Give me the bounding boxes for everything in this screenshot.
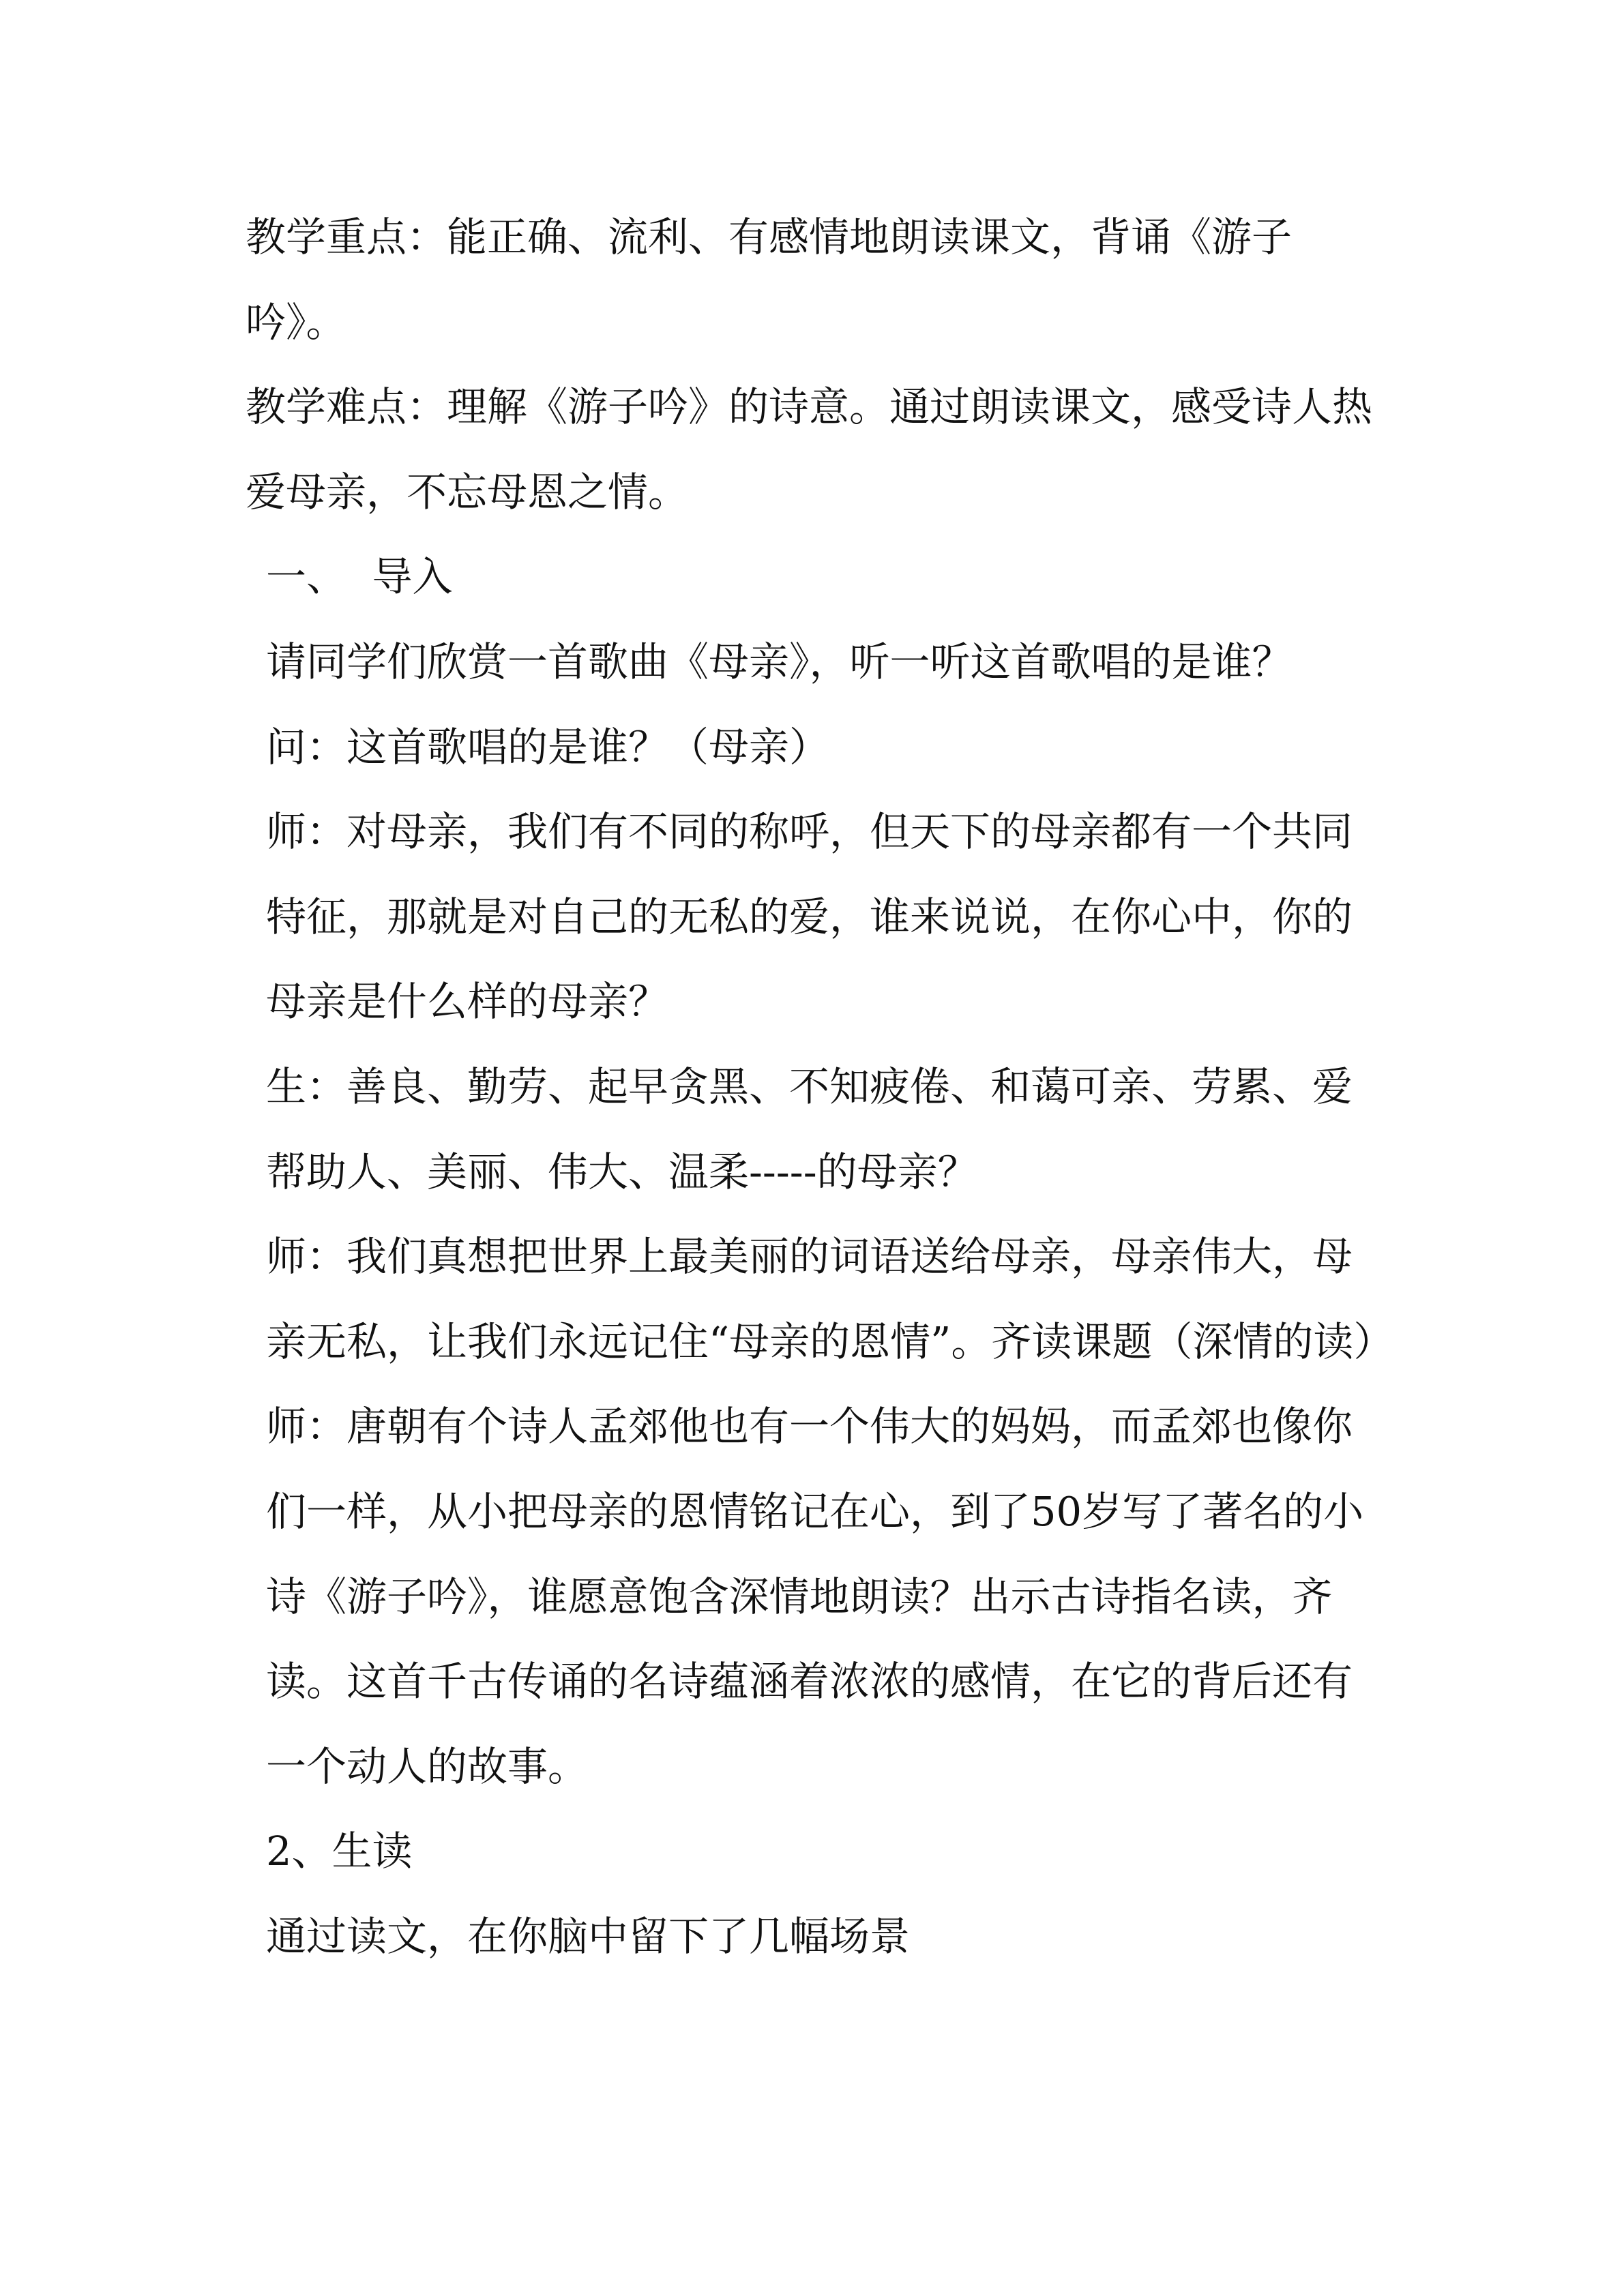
paragraph-student-answer: 生：善良、勤劳、起早贪黑、不知疲倦、和蔼可亲、劳累、爱帮助人、美丽、伟大、温柔-----的母亲？ [266, 1062, 1353, 1195]
paragraph-teacher-3: 师：唐朝有个诗人孟郊他也有一个伟大的妈妈，而孟郊也像你们一样，从小把母亲的恩情铭记在心，到了50岁写了著名的小诗《游子吟》，谁愿意饱含深情地朗读？出示古诗指名读，齐读。这首千古传诵的名诗蕴涵着浓浓的感情，在它的背后还有一个动人的故事。 [266, 1403, 1364, 1790]
paragraph-teacher-2: 师：我们真想把世界上最美丽的词语送给母亲，母亲伟大，母亲无私，让我们永远记住“母亲的恩情”。齐读课题（深情的读） [266, 1233, 1394, 1365]
paragraph-song-intro: 请同学们欣赏一首歌曲《母亲》，听一听这首歌唱的是谁？ [266, 638, 1293, 685]
section-heading-student-reading: 2、生读 [266, 1828, 413, 1875]
paragraph-question: 问：这首歌唱的是谁？（母亲） [266, 723, 830, 771]
section-heading-introduction: 一、 导入 [266, 553, 453, 601]
paragraph-teacher-1: 师：对母亲，我们有不同的称呼，但天下的母亲都有一个共同特征，那就是对自己的无私的爱，谁来说说，在你心中，你的母亲是什么样的母亲？ [266, 808, 1353, 1026]
paragraph-teaching-difficulty: 教学难点：理解《游子吟》的诗意。通过朗读课文，感受诗人热爱母亲，不忘母恩之情。 [246, 383, 1373, 516]
document-body [246, 195, 1394, 1979]
paragraph-scenes: 通过读文，在你脑中留下了几幅场景 [266, 1912, 911, 1960]
paragraph-teaching-focus: 教学重点：能正确、流利、有感情地朗读课文，背诵《游子吟》。 [246, 213, 1293, 346]
